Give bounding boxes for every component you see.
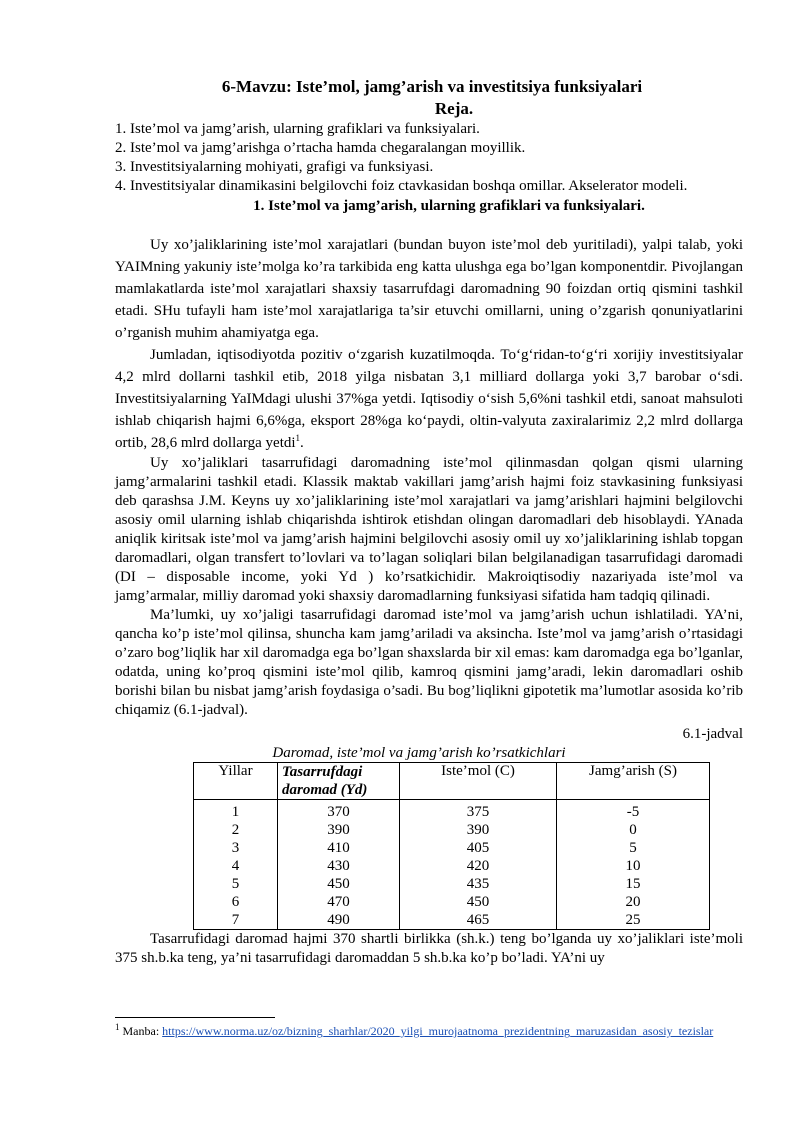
- paragraph: Ma’lumki, uy xo’jaligi tasarrufidagi daromad iste’mol va jamg’arish uchun ishlatiladi. YA’ni, qancha ko’p iste’mol qilinsa, shuncha kam jamg’ariladi va aksincha. Iste’mol va jamg’arish o’rtasidagi o’zaro bog’liqlik har xil daromadga ega bo’lgan shaxslarda bir xil emas: kam daromadga ega bo’lganlar, odatda, uning ko’proq qismini iste’mol qilib, kamroq qismini jamg’aradi, lekin daromadlari oshib borishi bilan bu nisbat jamg’arish foydasiga o’sadi. Bu bog’liqlikni gipotetik ma’lumotlar asosida ko’rib chiqamiz (6.1-jadval).: [115, 607, 743, 718]
- plan-item: 3. Investitsiyalarning mohiyati, grafigi va funksiyasi.: [115, 159, 434, 175]
- plan-heading: Reja.: [434, 99, 474, 118]
- column-header: Yillar: [194, 763, 278, 800]
- table-row: [194, 893, 710, 911]
- table-row: [194, 800, 710, 822]
- footnote-marker: 1: [115, 1022, 120, 1032]
- column-header: Jamg’arish (S): [557, 763, 710, 800]
- table-cell: 1: [194, 800, 278, 822]
- table-row: [194, 857, 710, 875]
- table-cell: 430: [278, 857, 400, 875]
- table-cell: 370: [278, 800, 400, 822]
- table-cell: 20: [557, 893, 710, 911]
- document-page: [115, 76, 743, 968]
- table-cell: 4: [194, 857, 278, 875]
- plan-item: 4. Investitsiyalar dinamikasini belgilovchi foiz ctavkasidan boshqa omillar. Akselerator modeli.: [115, 178, 688, 194]
- table-row: [194, 839, 710, 857]
- footnote-label: Manba:: [119, 1024, 163, 1038]
- table-cell: 25: [557, 911, 710, 930]
- table-row: [194, 911, 710, 930]
- table-cell: 410: [278, 839, 400, 857]
- table-cell: 405: [400, 839, 557, 857]
- table-row: [194, 821, 710, 839]
- paragraph-end: .: [300, 435, 304, 451]
- table-cell: 390: [400, 821, 557, 839]
- plan-list: [115, 120, 743, 196]
- table-cell: 450: [278, 875, 400, 893]
- column-header: Tasarrufdagi daromad (Yd): [278, 763, 400, 800]
- table-cell: 5: [557, 839, 710, 857]
- data-table: [193, 762, 710, 930]
- paragraph: Uy xo’jaliklarining iste’mol xarajatlari (bundan buyon iste’mol deb yuritiladi), yalpi talab, yoki YAIMning yakuniy iste’molga ko’ra tarkibida eng katta ulushga ega bo’lgan komponentdir. Pivojlangan mamlakatlarda iste’mol xarajatlari shaxsiy tasarrufdagi daromadning 90 foizdan ortiq qismini tashkil etadi. SHu tufayli ham iste’mol xarajatlariga ta’sir etuvchi omillarni, uning o’zgarish qonuniyatlarini o’rganish muhim ahamiyatga ega.: [115, 237, 743, 341]
- footnote-link[interactable]: https://www.norma.uz/oz/bizning_sharhlar/2020_yilgi_murojaatnoma_prezidentning_maruzasidan_asosiy_tezislar: [162, 1024, 714, 1038]
- table-cell: -5: [557, 800, 710, 822]
- table-cell: 390: [278, 821, 400, 839]
- section-heading: 1. Iste’mol va jamg’arish, ularning grafiklari va funksiyalari.: [253, 198, 645, 214]
- table-cell: 465: [400, 911, 557, 930]
- table-cell: 470: [278, 893, 400, 911]
- table-cell: 3: [194, 839, 278, 857]
- column-header: Iste’mol (C): [400, 763, 557, 800]
- table-cell: 15: [557, 875, 710, 893]
- table-cell: 0: [557, 821, 710, 839]
- table-caption: Daromad, iste’mol va jamg’arish ko’rsatkichlari: [272, 745, 566, 761]
- table-header-row: [194, 763, 710, 800]
- footnote-divider: [115, 1017, 275, 1018]
- paragraph: [115, 344, 743, 454]
- plan-item: 1. Iste’mol va jamg’arish, ularning grafiklari va funksiyalari.: [115, 121, 480, 137]
- paragraph-text: Jumladan, iqtisodiyotda pozitiv o‘zgarish kuzatilmoqda. To‘g‘ridan-to‘g‘ri xorijiy investitsiyalar 4,2 mlrd dollarni tashkil etib, 2018 yilga nisbatan 3,1 milliard dollarga yoki 3,7 barobar o‘sdi. Investitsiyalarning YaIMdagi ulushi 37%ga yetdi. Iqtisodiy o‘sish 5,6%ni tashkil etdi, sanoat mahsuloti ishlab chiqarish hajmi 6,6%ga, eksport 28%ga ko‘paydi, oltin-valyuta zaxiralarimiz 2,2 mlrd dollarga ortib, 28,6 mlrd dollarga yetdi: [115, 347, 743, 451]
- table-cell: 6: [194, 893, 278, 911]
- footnote: [115, 1023, 743, 1040]
- table-cell: 5: [194, 875, 278, 893]
- plan-item: 2. Iste’mol va jamg’arishga o’rtacha hamda chegaralangan moyillik.: [115, 140, 526, 156]
- table-cell: 7: [194, 911, 278, 930]
- table-cell: 420: [400, 857, 557, 875]
- table-cell: 375: [400, 800, 557, 822]
- table-cell: 450: [400, 893, 557, 911]
- table-cell: 435: [400, 875, 557, 893]
- table-cell: 10: [557, 857, 710, 875]
- table-number: 6.1-jadval: [682, 726, 743, 742]
- table-cell: 2: [194, 821, 278, 839]
- page-title: 6-Mavzu: Iste’mol, jamg’arish va investitsiya funksiyalari: [221, 77, 643, 96]
- table-cell: 490: [278, 911, 400, 930]
- paragraph: Uy xo’jaliklari tasarrufidagi daromadning iste’mol qilinmasdan qolgan qismi ularning jamg’armalarini tashkil etadi. Klassik maktab vakillari jamg’arish hajmi foiz stavkasining funksiyasi deb qarashsa J.M. Keyns uy xo’jaliklarining iste’mol xarajatlari va jamg’arishlari hajmini belgilovchi asosiy omil ularning ishlab chiqarishda ishtirok etishdan olingan daromadlari deb hisoblaydi. YAnada aniqlik kiritsak iste’mol va jamg’arish hajmini belgilovchi asosiy omil uy xo’jaliklarining ishlab topgan daromadlari, olgan transfert to’lovlari va to’lagan soliqlari bilan belgilanadigan tasarrufidagi daromadi (DI – disposable income, yoki Yd ) ko’rsatkichidir. Makroiqtisodiy nazariyada iste’mol va jamg’armalar, milliy daromad yoki shaxsiy daromadlarning funksiyasi sifatida ham tadqiq qilinadi.: [115, 455, 743, 604]
- footnote-reference[interactable]: 1: [295, 433, 301, 443]
- paragraph: Tasarrufidagi daromad hajmi 370 shartli birlikka (sh.k.) teng bo’lganda uy xo’jaliklari iste’moli 375 sh.b.ka teng, ya’ni tasarrufidagi daromaddan 5 sh.b.ka ko’p bo’ladi. YA’ni uy: [115, 931, 743, 966]
- table-row: [194, 875, 710, 893]
